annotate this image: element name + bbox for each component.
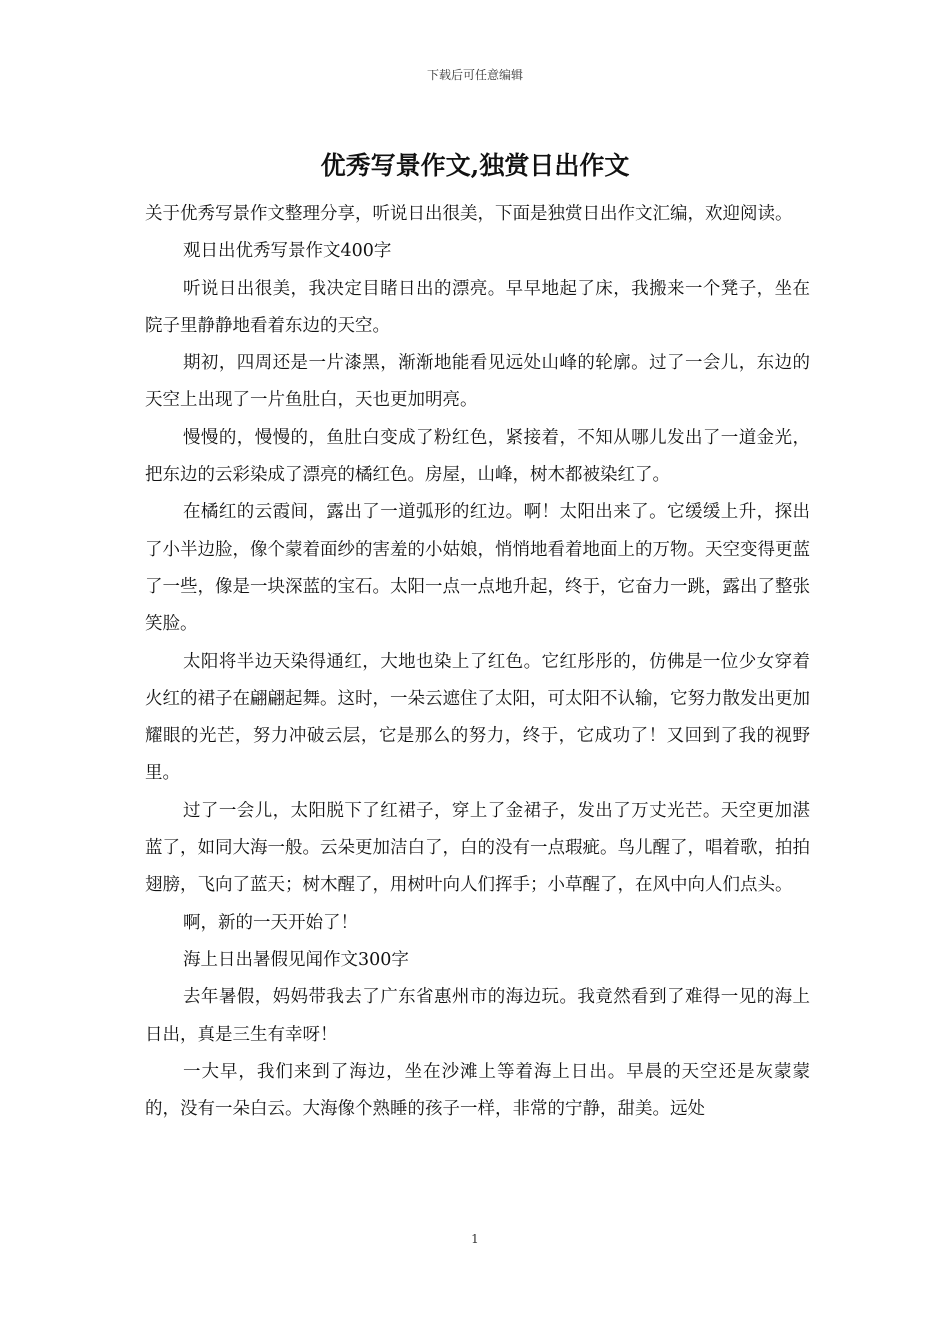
intro-paragraph: 关于优秀写景作文整理分享，听说日出很美，下面是独赏日出作文汇编，欢迎阅读。 bbox=[145, 204, 793, 224]
section-heading-sea-sunrise-300: 海上日出暑假见闻作文300字 bbox=[183, 949, 409, 970]
body-paragraph: 期初，四周还是一片漆黑，渐渐地能看见远处山峰的轮廓。过了一会儿，东边的天空上出现了一片鱼肚白，天也更加明亮。 bbox=[145, 353, 810, 411]
document-body bbox=[145, 196, 810, 1128]
body-paragraph: 一大早，我们来到了海边，坐在沙滩上等着海上日出。早晨的天空还是灰蒙蒙的，没有一朵白云。大海像个熟睡的孩子一样，非常的宁静，甜美。远处 bbox=[145, 1061, 810, 1120]
body-paragraph: 太阳将半边天染得通红，大地也染上了红色。它红彤彤的，仿佛是一位少女穿着火红的裙子在翩翩起舞。这时，一朵云遮住了太阳，可太阳不认输，它努力散发出更加耀眼的光芒，努力冲破云层，它是那么的努力，终于，它成功了！又回到了我的视野里。 bbox=[145, 651, 810, 784]
body-paragraph: 在橘红的云霞间，露出了一道弧形的红边。啊！太阳出来了。它缓缓上升，探出了小半边脸，像个蒙着面纱的害羞的小姑娘，悄悄地看着地面上的万物。天空变得更蓝了一些，像是一块深蓝的宝石。太阳一点一点地升起，终于，它奋力一跳，露出了整张笑脸。 bbox=[145, 502, 810, 635]
document-title: 优秀写景作文,独赏日出作文 bbox=[320, 151, 630, 180]
header-note: 下载后可任意编辑 bbox=[426, 68, 523, 82]
page-number: 1 bbox=[471, 1232, 479, 1246]
body-paragraph: 过了一会儿，太阳脱下了红裙子，穿上了金裙子，发出了万丈光芒。天空更加湛蓝了，如同大海一般。云朵更加洁白了，白的没有一点瑕疵。鸟儿醒了，唱着歌，拍拍翅膀，飞向了蓝天；树木醒了，用树叶向人们挥手；小草醒了，在风中向人们点头。 bbox=[145, 800, 810, 896]
body-paragraph: 去年暑假，妈妈带我去了广东省惠州市的海边玩。我竟然看到了难得一见的海上日出，真是三生有幸呀！ bbox=[145, 987, 810, 1045]
body-paragraph: 听说日出很美，我决定目睹日出的漂亮。早早地起了床，我搬来一个凳子，坐在院子里静静地看着东边的天空。 bbox=[145, 278, 810, 336]
body-paragraph: 啊，新的一天开始了！ bbox=[183, 912, 358, 933]
body-paragraph: 慢慢的，慢慢的，鱼肚白变成了粉红色，紧接着，不知从哪儿发出了一道金光，把东边的云彩染成了漂亮的橘红色。房屋，山峰，树木都被染红了。 bbox=[145, 427, 810, 486]
section-heading-sunrise-400: 观日出优秀写景作文400字 bbox=[183, 241, 392, 262]
